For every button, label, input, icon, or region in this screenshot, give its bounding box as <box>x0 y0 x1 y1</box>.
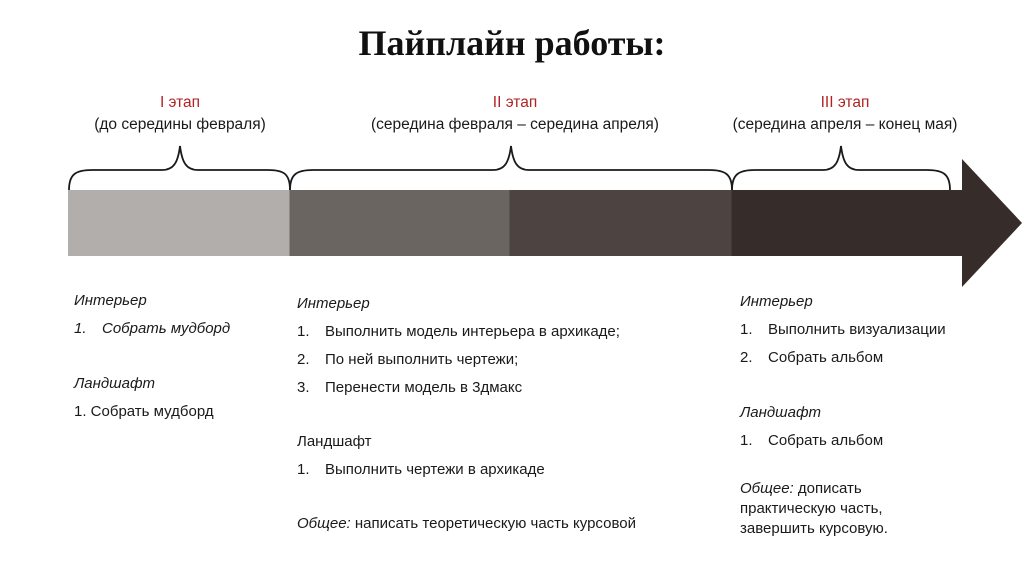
item-text: Выполнить чертежи в архикаде <box>325 461 545 478</box>
stage-2-tasks <box>297 294 717 534</box>
item-text: Собрать мудборд <box>102 320 231 337</box>
item-text: Выполнить визуализации <box>768 321 946 338</box>
stage-2-brace <box>290 146 732 190</box>
list-item <box>740 348 990 368</box>
general-label: Общее: <box>297 515 351 532</box>
general-label: Общее: <box>740 480 794 497</box>
list-item <box>297 460 717 480</box>
item-text: Собрать альбом <box>768 432 884 449</box>
segment-1 <box>68 190 290 256</box>
segment-2 <box>290 190 511 256</box>
stage-3-label: III этап <box>820 94 870 111</box>
general-text: дописать практическую часть, завершить курсовую. <box>740 480 888 537</box>
item-number: 1. <box>740 321 753 338</box>
general-text: написать теоретическую часть курсовой <box>350 515 636 532</box>
list-item <box>297 322 717 342</box>
landscape-heading: Ландшафт <box>74 375 155 392</box>
item-number: 3. <box>297 379 310 396</box>
item-number: 1. <box>297 323 310 340</box>
stage-1-tasks <box>74 291 284 422</box>
stage-2-range: (середина февраля – середина апреля) <box>371 116 659 133</box>
item-number: 1. <box>74 320 87 337</box>
landscape-list <box>740 431 990 451</box>
stage-3-tasks <box>740 292 990 539</box>
item-text: Собрать альбом <box>768 349 884 366</box>
item-number: 1. <box>740 432 753 449</box>
interior-heading: Интерьер <box>297 295 370 312</box>
landscape-heading: Ландшафт <box>297 433 372 450</box>
landscape-heading: Ландшафт <box>740 404 821 421</box>
list-item <box>297 350 717 370</box>
item-number: 1. <box>297 461 310 478</box>
item-text: Выполнить модель интерьера в архикаде; <box>325 323 620 340</box>
interior-list <box>297 322 717 398</box>
stage-1-range: (до середины февраля) <box>94 116 266 133</box>
list-item <box>297 378 717 398</box>
general-note <box>297 514 717 534</box>
stage-3-range: (середина апреля – конец мая) <box>732 116 958 133</box>
page-title: Пайплайн работы: <box>358 23 666 63</box>
list-item <box>74 319 284 339</box>
item-text: Перенести модель в 3дмакс <box>325 379 523 396</box>
timeline-arrowhead <box>732 159 1023 287</box>
list-item <box>740 320 990 340</box>
item-text: По ней выполнить чертежи; <box>325 351 519 368</box>
stage-2-label: II этап <box>492 94 538 111</box>
stage-3-brace <box>732 146 950 190</box>
stage-1-brace <box>69 146 290 190</box>
item-number: 2. <box>740 349 753 366</box>
interior-list <box>74 319 284 339</box>
interior-heading: Интерьер <box>74 292 147 309</box>
item-number: 2. <box>297 351 310 368</box>
general-note <box>740 479 920 539</box>
landscape-item: 1. Собрать мудборд <box>74 403 214 420</box>
landscape-list <box>297 460 717 480</box>
interior-list <box>740 320 990 368</box>
segment-3 <box>510 190 733 256</box>
list-item <box>740 431 990 451</box>
interior-heading: Интерьер <box>740 293 813 310</box>
stage-1-label: I этап <box>159 94 201 111</box>
